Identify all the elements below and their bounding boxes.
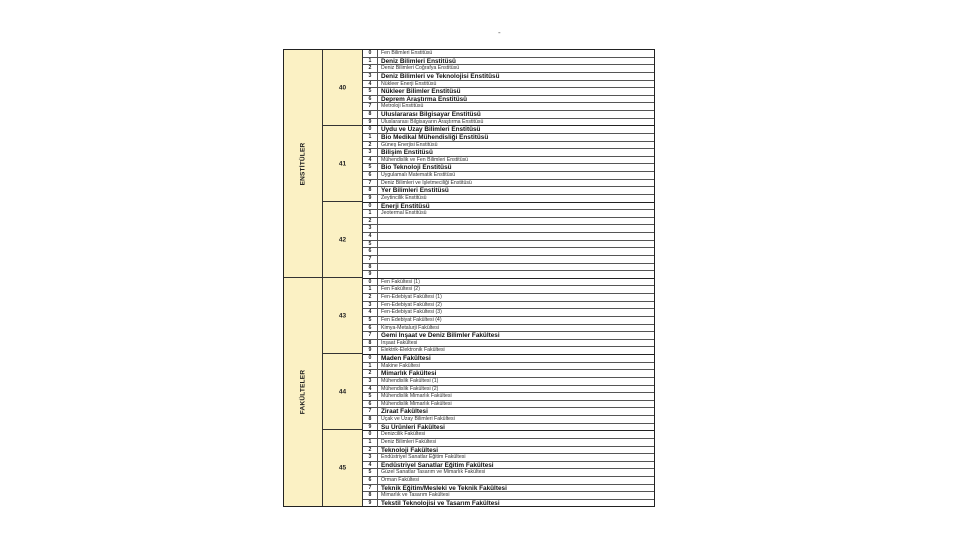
row-number: 3 [363, 302, 378, 309]
row-number: 1 [363, 134, 378, 141]
row-name: Zeytincilik Enstitüsü [381, 194, 427, 201]
row-name: Bio Medikal Mühendisliği Enstitüsü [381, 133, 489, 141]
row-number: 3 [363, 73, 378, 80]
row-number: 8 [363, 416, 378, 423]
table-row [363, 203, 654, 211]
row-number: 6 [363, 96, 378, 103]
table-row [363, 401, 654, 409]
row-number: 8 [363, 492, 378, 499]
table-row [363, 241, 654, 249]
rows-column [363, 50, 654, 506]
row-number: 6 [363, 477, 378, 484]
row-name: Uygulamalı Matematik Enstitüsü [381, 172, 456, 178]
row-name: Mühendislik Mimarlık Fakültesi [381, 393, 452, 400]
table-row [363, 447, 654, 455]
row-name: Enerji Enstitüsü [381, 202, 430, 210]
row-name: Mimarlık Fakültesi [381, 370, 437, 377]
table-row [363, 355, 654, 363]
table-row [363, 469, 654, 477]
row-name [378, 218, 654, 225]
table-row [363, 340, 654, 348]
row-number: 7 [363, 332, 378, 339]
table-row [363, 462, 654, 470]
row-number: 8 [363, 264, 378, 271]
group-column [284, 50, 323, 506]
row-name: Fen-Edebiyat Fakültesi (3) [381, 309, 442, 316]
code-cell [323, 126, 362, 202]
table-row [363, 431, 654, 439]
row-number: 0 [363, 279, 378, 286]
row-name: Fen Fakültesi (2) [381, 286, 420, 293]
row-number: 2 [363, 447, 378, 454]
code-label: 40 [338, 84, 347, 91]
code-label: 43 [338, 312, 347, 319]
row-number: 9 [363, 119, 378, 126]
table-row [363, 119, 654, 127]
row-number: 5 [363, 88, 378, 95]
table-row [363, 111, 654, 119]
row-number: 5 [363, 241, 378, 248]
row-name: Fen Fakültesi (1) [381, 278, 420, 285]
row-name [378, 241, 654, 248]
row-number: 3 [363, 225, 378, 232]
row-name [378, 271, 654, 278]
row-name: Fen Edebiyat Fakültesi (4) [381, 316, 442, 323]
row-number: 9 [363, 195, 378, 202]
table-row [363, 248, 654, 256]
table-row [363, 500, 654, 507]
row-number: 8 [363, 187, 378, 194]
row-number: 9 [363, 271, 378, 278]
table-row [363, 332, 654, 340]
table-row [363, 172, 654, 180]
row-name: Deprem Araştırma Enstitüsü [381, 95, 468, 103]
row-number: 0 [363, 50, 378, 57]
table-row [363, 264, 654, 272]
table-row [363, 164, 654, 172]
table-row [363, 408, 654, 416]
table-row [363, 309, 654, 317]
table-row [363, 233, 654, 241]
row-name: Gemi İnşaat ve Deniz Bilimler Fakültesi [381, 332, 500, 339]
code-cell [323, 278, 362, 354]
table-row [363, 485, 654, 493]
row-number: 4 [363, 309, 378, 316]
group-label: ENSTİTÜLER [299, 142, 307, 185]
row-number: 5 [363, 164, 378, 171]
row-number: 9 [363, 500, 378, 507]
table-row [363, 134, 654, 142]
row-number: 4 [363, 157, 378, 164]
code-cell [323, 430, 362, 506]
table-row [363, 416, 654, 424]
table-row [363, 256, 654, 264]
code-label: 42 [338, 236, 347, 243]
row-number: 0 [363, 355, 378, 362]
row-name: Nükleer Enerji Enstitüsü [381, 80, 437, 87]
row-name: Metroloji Enstitüsü [381, 103, 424, 110]
code-cell [323, 354, 362, 430]
row-number: 7 [363, 103, 378, 110]
row-name: Denizcilik Fakültesi [381, 431, 426, 438]
row-number: 3 [363, 378, 378, 385]
row-name: Teknik Eğitim/Mesleki ve Teknik Fakültesi [381, 484, 507, 492]
code-cell [323, 202, 362, 278]
table-row [363, 317, 654, 325]
table-row [363, 96, 654, 104]
row-name: Mühendislik Fakültesi (1) [381, 377, 439, 384]
code-label: 45 [338, 464, 347, 472]
group-cell [284, 278, 322, 506]
table-row [363, 210, 654, 218]
row-number: 3 [363, 454, 378, 461]
table-row [363, 103, 654, 111]
table-row [363, 50, 654, 58]
row-number: 1 [363, 210, 378, 217]
table-row [363, 325, 654, 333]
row-name: Uydu ve Uzay Bilimleri Enstitüsü [381, 126, 481, 133]
row-name: Maden Fakültesi [381, 355, 431, 362]
row-name: Nükleer Bilimler Enstitüsü [381, 88, 461, 95]
code-label: 44 [338, 388, 347, 395]
row-name: Endüstriyel Sanatlar Eğitim Fakültesi [381, 461, 494, 469]
table-row [363, 439, 654, 447]
row-name: Jeotermal Enstitüsü [381, 210, 427, 217]
row-number: 4 [363, 386, 378, 393]
row-name [378, 233, 654, 240]
row-name [378, 256, 654, 263]
row-name: Mimarlık ve Tasarım Fakültesi [381, 492, 450, 499]
row-number: 7 [363, 485, 378, 492]
table-row [363, 271, 654, 279]
row-name: Kimya-Metalurji Fakültesi [381, 324, 439, 331]
row-name: Deniz Bilimleri Coğrafya Enstitüsü [381, 65, 460, 72]
row-number: 3 [363, 149, 378, 156]
table-row [363, 88, 654, 96]
table-row [363, 187, 654, 195]
row-number: 5 [363, 393, 378, 400]
row-name [378, 225, 654, 232]
row-name [378, 264, 654, 271]
table-row [363, 286, 654, 294]
table-row [363, 195, 654, 203]
row-name: Uluslararası Bilgisayar Enstitüsü [381, 111, 481, 118]
table-row [363, 347, 654, 355]
table-row [363, 454, 654, 462]
row-number: 7 [363, 256, 378, 263]
group-label: FAKÜLTELER [299, 369, 307, 415]
row-number: 8 [363, 111, 378, 118]
row-number: 2 [363, 370, 378, 377]
table-row [363, 65, 654, 73]
row-number: 6 [363, 248, 378, 255]
row-name: Fen Bilimleri Enstitüsü [381, 50, 433, 56]
group-cell [284, 50, 322, 278]
row-name: Deniz Bilimleri Fakültesi [381, 438, 437, 445]
row-number: 8 [363, 340, 378, 347]
table-row [363, 225, 654, 233]
row-name: Endüstriyel Sanatlar Eğitim Fakültesi [381, 454, 466, 461]
row-number: 6 [363, 401, 378, 408]
row-number: 2 [363, 294, 378, 301]
row-name: Makine Fakültesi [381, 362, 420, 369]
table-row [363, 393, 654, 401]
row-name: Yer Bilimleri Enstitüsü [381, 187, 449, 194]
row-number: 2 [363, 218, 378, 225]
code-column [323, 50, 363, 506]
code-label: 41 [338, 160, 347, 167]
table-row [363, 492, 654, 500]
row-number: 1 [363, 439, 378, 446]
row-number: 7 [363, 408, 378, 415]
row-name: Mühendislik ve Fen Bilimleri Enstitüsü [381, 156, 469, 163]
row-number: 0 [363, 126, 378, 133]
row-number: 4 [363, 81, 378, 88]
row-number: 9 [363, 347, 378, 354]
row-number: 5 [363, 469, 378, 476]
row-name: Güzel Sanatlar Tasarım ve Mimarlık Fakültesi [381, 469, 486, 476]
row-number: 1 [363, 58, 378, 65]
table-row [363, 302, 654, 310]
table-row [363, 142, 654, 150]
table-row [363, 149, 654, 157]
row-number: 7 [363, 180, 378, 187]
table-row [363, 73, 654, 81]
row-number: 9 [363, 424, 378, 431]
code-cell [323, 50, 362, 126]
row-name: Deniz Bilimleri Enstitüsü [381, 57, 456, 65]
table-row [363, 180, 654, 188]
row-name [378, 248, 654, 255]
table-row [363, 126, 654, 134]
table-row [363, 370, 654, 378]
table-row [363, 477, 654, 485]
row-name: Uluslararası Bilgisayarın Araştırma Enstitüsü [381, 118, 484, 125]
row-name: İnşaat Fakültesi [381, 339, 418, 346]
code-table [283, 49, 655, 507]
row-number: 6 [363, 172, 378, 179]
table-row [363, 218, 654, 226]
row-name: Mühendislik Fakültesi (2) [381, 385, 439, 392]
row-name: Güneş Enerjisi Enstitüsü [381, 141, 438, 148]
table-row [363, 279, 654, 287]
row-number: 1 [363, 363, 378, 370]
row-name: Bilişim Enstitüsü [381, 149, 433, 156]
row-name: Deniz Bilimleri ve İşletmeciliği Enstitüsü [381, 179, 472, 186]
top-mark: - [498, 28, 501, 37]
row-name: Elektrik-Elektronik Fakültesi [381, 347, 445, 354]
row-name: Uçak ve Uzay Bilimleri Fakültesi [381, 416, 455, 422]
row-name: Tekstil Teknolojisi ve Tasarım Fakültesi [381, 499, 500, 507]
table-row [363, 294, 654, 302]
row-name: Ziraat Fakültesi [381, 408, 428, 415]
table-row [363, 363, 654, 371]
table-row [363, 378, 654, 386]
row-number: 6 [363, 325, 378, 332]
row-number: 4 [363, 233, 378, 240]
table-row [363, 58, 654, 66]
table-row [363, 424, 654, 432]
row-name: Mühendislik Mimarlık Fakültesi [381, 400, 452, 407]
row-number: 2 [363, 65, 378, 72]
row-number: 0 [363, 203, 378, 210]
row-number: 0 [363, 431, 378, 438]
row-number: 2 [363, 142, 378, 149]
row-name: Fen-Edebiyat Fakültesi (1) [381, 294, 442, 300]
row-number: 5 [363, 317, 378, 324]
table-row [363, 81, 654, 89]
row-name: Orman Fakültesi [381, 477, 420, 483]
table-row [363, 157, 654, 165]
row-number: 4 [363, 462, 378, 469]
table-row [363, 386, 654, 394]
row-name: Su Ürünleri Fakültesi [381, 423, 445, 431]
row-name: Deniz Bilimleri ve Teknolojisi Enstitüsü [381, 72, 500, 80]
row-name: Bio Teknoloji Enstitüsü [381, 164, 452, 171]
row-name: Fen-Edebiyat Fakültesi (2) [381, 301, 442, 308]
row-name: Teknoloji Fakültesi [381, 446, 439, 454]
row-number: 1 [363, 286, 378, 293]
